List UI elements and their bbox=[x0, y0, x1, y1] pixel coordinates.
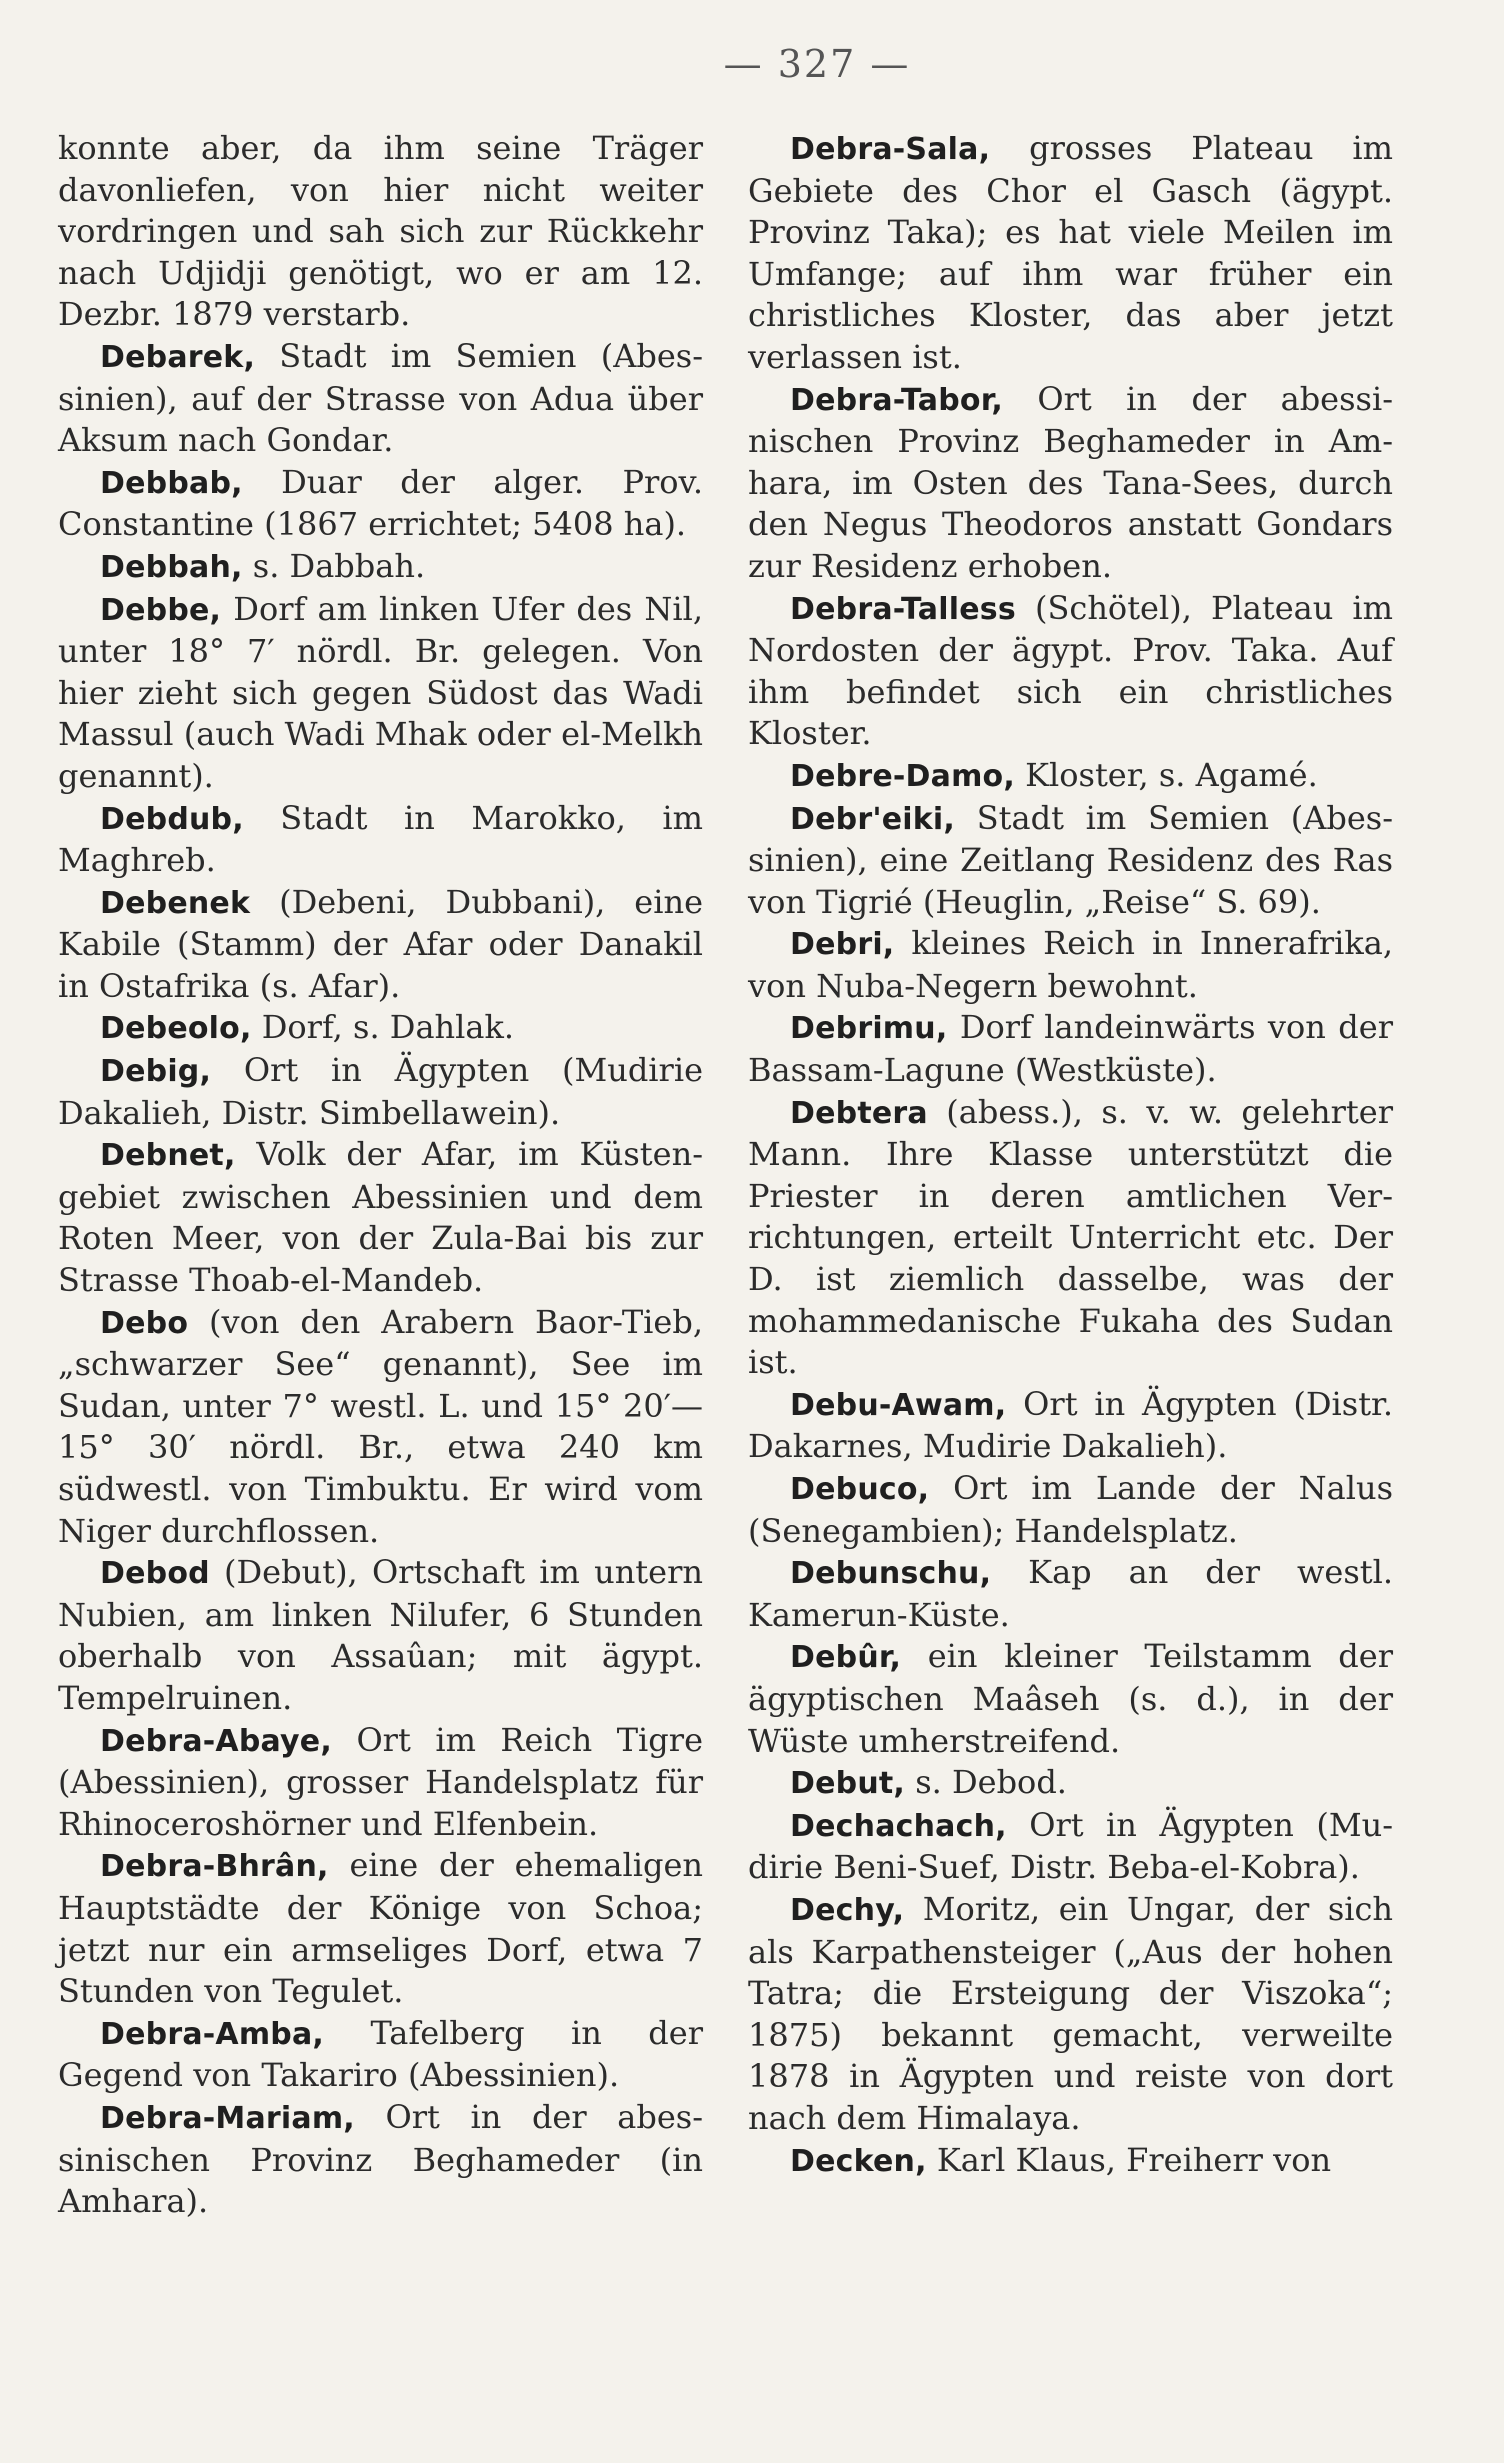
entry-term: Debbe, bbox=[100, 592, 222, 628]
entry-text: (Schötel), Plateau im Nordosten der ägypt. Prov. Taka. Auf ihm befindet sich ein christliches Kloster. bbox=[748, 588, 1393, 753]
dictionary-entry bbox=[748, 1007, 1393, 1091]
entry-term: Debu-Awam, bbox=[790, 1387, 1007, 1423]
entry-term: Debunschu, bbox=[790, 1556, 992, 1592]
entry-term: Debuco, bbox=[790, 1472, 930, 1507]
dictionary-entry bbox=[748, 1468, 1393, 1552]
entry-term: Debtera bbox=[790, 1095, 928, 1131]
entry-term: Debarek, bbox=[100, 339, 256, 375]
left-column bbox=[58, 128, 703, 2223]
dictionary-entry bbox=[58, 1302, 703, 1553]
dictionary-entry bbox=[748, 1092, 1393, 1384]
dictionary-entry bbox=[58, 128, 703, 336]
entry-text: (von den Arabern Baor-Tieb, „schwarzer See“ genannt), See im Sudan, unter 7° westl. L. und 15° 20′—15° 30′ nördl. Br., etwa 240 km südwestl. von Timbuktu. Er wird vom Niger durchflossen. bbox=[58, 1302, 703, 1550]
entry-text: (abess.), s. v. w. gelehrter Mann. Ihre Klasse unterstützt die Priester in deren amtlichen Verrichtungen, erteilt Unterricht etc. Der D. ist ziemlich dasselbe, was der mohammedanische Fukaha des Sudan ist. bbox=[748, 1092, 1393, 1382]
entry-text: Ort im Lande der Nalus (Senegambien); Handelsplatz. bbox=[748, 1469, 1393, 1550]
entry-text: Ort in der abessinischen Provinz Beghameder in Amhara, im Osten des Tana-Sees, durch den Negus Theodoros anstatt Gondars zur Residenz erhoben. bbox=[748, 379, 1393, 585]
dictionary-entry bbox=[58, 882, 703, 1008]
dictionary-entry bbox=[748, 798, 1393, 924]
entry-term: Debr'eiki, bbox=[790, 801, 955, 837]
dictionary-entry bbox=[58, 798, 703, 882]
dictionary-entry bbox=[58, 546, 703, 589]
entry-term: Debbab, bbox=[100, 465, 243, 501]
entry-term: Debeolo, bbox=[100, 1011, 252, 1047]
entry-text: Duar der alger. Prov. Constantine (1867 errichtet; 5408 ha). bbox=[58, 462, 703, 544]
dictionary-entry bbox=[748, 1805, 1393, 1889]
page-number-header bbox=[0, 42, 1504, 86]
dictionary-entry bbox=[58, 1134, 703, 1301]
entry-term: Debra-Amba, bbox=[100, 2016, 325, 2052]
entry-term: Debra-Abaye, bbox=[100, 1723, 332, 1759]
dictionary-entry bbox=[58, 336, 703, 462]
dictionary-entry bbox=[58, 462, 703, 546]
entry-term: Debo bbox=[100, 1305, 189, 1341]
entry-text: (Debut), Ortschaft im untern Nubien, am linken Nilufer, 6 Stunden oberhalb von Assaûan; mit ägypt. Tempelruinen. bbox=[58, 1553, 703, 1717]
entry-term: Debenek bbox=[100, 885, 251, 921]
entry-text: eine der ehemaligen Hauptstädte der Könige von Schoa; jetzt nur ein armseliges Dorf, etwa 7 Stunden von Tegulet. bbox=[58, 1846, 703, 2011]
entry-term: Debûr, bbox=[790, 1640, 902, 1676]
entry-text: Dorf am linken Ufer des Nil, unter 18° 7′ nördl. Br. gelegen. Von hier zieht sich gegen Südost das Wadi Massul (auch Wadi Mhak oder el-Melkh genannt). bbox=[58, 589, 703, 795]
entry-text: grosses Plateau im Gebiete des Chor el Gasch (ägypt. Provinz Taka); es hat viele Meilen im Umfange; auf ihm war früher ein christliches Kloster, das aber jetzt verlassen ist. bbox=[748, 129, 1393, 376]
entry-term: Dechy, bbox=[790, 1892, 905, 1928]
entry-text: ein kleiner Teilstamm der ägyptischen Maâseh (s. d.), in der Wüste umherstreifend. bbox=[748, 1637, 1393, 1760]
entry-term: Decken, bbox=[790, 2143, 927, 2179]
dictionary-entry bbox=[748, 1889, 1393, 2140]
entry-text: Stadt in Marokko, im Maghreb. bbox=[58, 798, 703, 880]
entry-text: Stadt im Semien (Abessinien), auf der Strasse von Adua über Aksum nach Gondar. bbox=[58, 336, 703, 460]
entry-text: konnte aber, da ihm seine Träger davonliefen, von hier nicht weiter vordringen und sah sich zur Rückkehr nach Udjidji genötigt, wo er am 12. Dezbr. 1879 verstarb. bbox=[58, 129, 703, 334]
entry-text: Kap an der westl. Kamerun-Küste. bbox=[748, 1553, 1393, 1634]
entry-term: Debra-Bhrân, bbox=[100, 1849, 329, 1885]
entry-text: s. Debod. bbox=[905, 1763, 1067, 1802]
dictionary-entry bbox=[58, 1720, 703, 1846]
entry-term: Debri, bbox=[790, 927, 895, 963]
dictionary-entry bbox=[748, 2140, 1393, 2183]
dictionary-entry bbox=[748, 1384, 1393, 1468]
right-column bbox=[748, 128, 1393, 2182]
entry-text: Ort in der abessinischen Provinz Beghameder (in Amhara). bbox=[58, 2097, 703, 2221]
dictionary-entry bbox=[748, 128, 1393, 379]
entry-term: Debra-Sala, bbox=[790, 132, 991, 167]
dictionary-entry bbox=[748, 1762, 1393, 1805]
dictionary-entry bbox=[58, 2097, 703, 2223]
entry-text: Ort in Ägypten (Mudirie Beni-Suef, Distr. Beba-el-Kobra). bbox=[748, 1805, 1393, 1887]
entry-text: Volk der Afar, im Küstengebiet zwischen Abessinien und dem Roten Meer, von der Zula-Bai bis zur Strasse Thoab-el-Mandeb. bbox=[58, 1135, 703, 1300]
entry-term: Debra-Tabor, bbox=[790, 382, 1003, 418]
dictionary-entry bbox=[58, 2013, 703, 2097]
dictionary-entry bbox=[748, 588, 1393, 755]
entry-term: Debdub, bbox=[100, 801, 244, 837]
dictionary-entry bbox=[58, 1007, 703, 1050]
entry-text: Ort in Ägypten (Distr. Dakarnes, Mudirie Dakalieh). bbox=[748, 1384, 1393, 1466]
dictionary-entry bbox=[748, 1552, 1393, 1636]
entry-term: Debre-Damo, bbox=[790, 758, 1015, 794]
entry-term: Debig, bbox=[100, 1054, 212, 1090]
entry-term: Debbah, bbox=[100, 549, 243, 585]
entry-term: Debrimu, bbox=[790, 1011, 948, 1047]
entry-text: s. Dabbah. bbox=[242, 546, 426, 585]
entry-text: Kloster, s. Agamé. bbox=[1014, 755, 1318, 794]
dictionary-entry bbox=[58, 1845, 703, 2012]
entry-text: Karl Klaus, Freiherr von bbox=[926, 2140, 1332, 2179]
dictionary-entry bbox=[58, 1552, 703, 1719]
dictionary-entry bbox=[748, 379, 1393, 588]
entry-text: (Debeni, Dubbani), eine Kabile (Stamm) der Afar oder Danakil in Ostafrika (s. Afar). bbox=[58, 882, 703, 1005]
entry-term: Dechachach, bbox=[790, 1808, 1007, 1844]
dictionary-entry bbox=[58, 1050, 703, 1134]
entry-text: kleines Reich in Innerafrika, von Nuba-Negern bewohnt. bbox=[748, 924, 1393, 1005]
entry-text: Dorf landeinwärts von der Bassam-Lagune (Westküste). bbox=[748, 1008, 1393, 1090]
entry-term: Debnet, bbox=[100, 1138, 236, 1174]
entry-text: Stadt im Semien (Abessinien), eine Zeitlang Residenz des Ras von Tigrié (Heuglin, „Reise“ S. 69). bbox=[748, 798, 1393, 921]
entry-term: Debra-Mariam, bbox=[100, 2100, 355, 2136]
dictionary-entry bbox=[748, 1636, 1393, 1762]
entry-text: Moritz, ein Ungar, der sich als Karpathensteiger („Aus der hohen Tatra; die Ersteigung der Viszoka“; 1875) bekannt gemacht, verweilte 1878 in Ägypten und reiste von dort nach dem Himalaya. bbox=[748, 1889, 1393, 2137]
entry-term: Debod bbox=[100, 1556, 210, 1592]
entry-text: Tafelberg in der Gegend von Takariro (Abessinien). bbox=[58, 2013, 703, 2095]
entry-text: Dorf, s. Dahlak. bbox=[251, 1008, 514, 1047]
entry-term: Debut, bbox=[790, 1766, 906, 1802]
dictionary-entry bbox=[748, 755, 1393, 798]
dictionary-entry bbox=[748, 923, 1393, 1007]
entry-text: Ort im Reich Tigre (Abessinien), grosser Handelsplatz für Rhinoceroshörner und Elfenbein. bbox=[58, 1720, 703, 1843]
page-number: — 327 — bbox=[723, 42, 911, 86]
entry-text: Ort in Ägypten (Mudirie Dakalieh, Distr. Simbellawein). bbox=[58, 1051, 703, 1132]
dictionary-entry bbox=[58, 589, 703, 798]
entry-term: Debra-Talless bbox=[790, 591, 1016, 627]
